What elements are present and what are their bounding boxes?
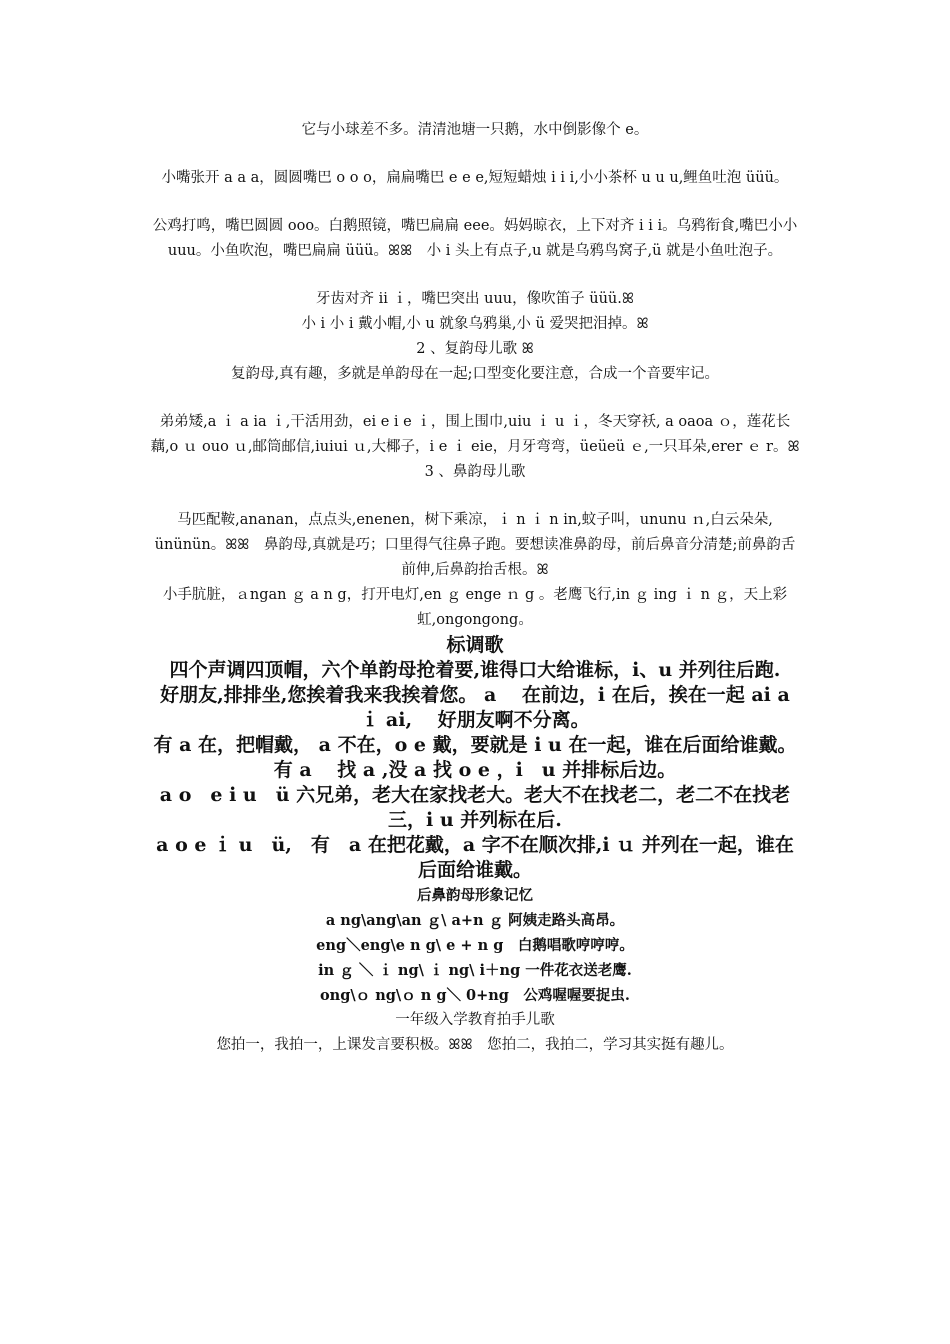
- poem-line: 公鸡打鸣，嘴巴圆圆 ooo。白鹅照镜，嘴巴扁扁 eee。妈妈晾衣，上下对齐 i i i。乌鸦衔食,嘴巴小小 uuu。小鱼吹泡，嘴巴扁扁 üüü。ꕤꕤ 小 i 头上有点子,u 就是乌鸦鸟窝子,ü 就是小鱼吐泡子。: [152, 218, 798, 259]
- poem-line: 小 i 小 i 戴小帽,小 u 就象乌鸦巢,小 ü 爱哭把泪掉。ꕤ: [301, 316, 649, 332]
- heading-back-nasal: 后鼻韵母形象记忆: [417, 887, 533, 904]
- tone-line: a o e ｉ u ü, 有 a 在把花戴，a 字不在顺次排,i ｕ 并列在一起，谁在后面给谁戴。: [156, 834, 794, 881]
- section-title: 2 、复韵母儿歌 ꕤ: [416, 341, 534, 357]
- back-nasal-line: in ｇ ＼ ｉ ng\ ｉ ng\ i＋ng 一件花衣送老鹰.: [318, 962, 632, 979]
- poem-line: 复韵母,真有趣，多就是单韵母在一起;口型变化要注意，合成一个音要牢记。: [231, 366, 719, 382]
- heading-tone-song: 标调歌: [446, 634, 504, 656]
- tone-line: 四个声调四顶帽，六个单韵母抢着要,谁得口大给谁标，i、u 并列往后跑.: [169, 659, 781, 681]
- poem-line: 它与小球差不多。清清池塘一只鹅，水中倒影像个 e。: [301, 122, 649, 138]
- back-nasal-line: a ng\ang\an ｇ\ a+n ｇ 阿姨走路头高昂。: [325, 912, 625, 929]
- back-nasal-line: eng＼eng\e n g\ e + n g 白鹅唱歌哼哼哼。: [316, 937, 634, 954]
- document-page: [150, 118, 800, 1058]
- tone-line: 有 a 在，把帽戴， a 不在，o e 戴，要就是 i u 在一起，谁在后面给谁戴。: [153, 734, 797, 756]
- poem-line: 小嘴张开 a a a，圆圆嘴巴 o o o，扁扁嘴巴 e e e,短短蜡烛 i i i,小小茶杯 u u u,鲤鱼吐泡 üüü。: [161, 170, 789, 186]
- clap-line: 您拍一，我拍一，上课发言要积极。ꕤꕤ 您拍二，我拍二，学习其实挺有趣儿。: [216, 1037, 734, 1053]
- section-title: 3 、鼻韵母儿歌: [424, 464, 526, 480]
- poem-line: 马匹配鞍,ananan，点点头,enenen，树下乘凉，ｉ n ｉ n in,蚊子叫，ununu ｎ,白云朵朵, ününün。ꕤꕤ 鼻韵母,真就是巧；口里得气往鼻子跑。要想读准鼻韵母，前后鼻音分清楚;前鼻韵舌前伸,后鼻韵抬舌根。ꕤ: [154, 512, 796, 578]
- poem-line: 牙齿对齐 ii ｉ，嘴巴突出 uuu，像吹笛子 üüü.ꕤ: [316, 291, 634, 307]
- tone-line: a o e i u ü 六兄弟，老大在家找老大。老大不在找老二，老二不在找老三，i u 并列标在后.: [159, 784, 791, 831]
- poem-line: 小手肮脏，ａngan ｇ a n g，打开电灯,en ｇ enge ｎ g 。老鹰飞行,in ｇ ing ｉ n ｇ，天上彩虹,ongongong。: [162, 587, 788, 628]
- back-nasal-line: ong\ｏ ng\ｏ n g＼ 0+ng 公鸡喔喔要捉虫.: [320, 987, 630, 1004]
- tone-line: 好朋友,排排坐,您挨着我来我挨着您。 a 在前边，i 在后，挨在一起 ai a ｉ ai, 好朋友啊不分离。: [160, 684, 790, 731]
- heading-clap-song: 一年级入学教育拍手儿歌: [395, 1012, 555, 1028]
- tone-line: 有 a 找 a ,没 a 找 o e ，i u 并排标后边。: [273, 759, 677, 781]
- poem-line: 弟弟矮,a ｉ a ia ｉ,干活用劲，ei e i e ｉ，围上围巾,uiu ｉ u ｉ，冬天穿袄, a oaoa ｏ，莲花长藕,o ｕ ouo ｕ,邮筒邮信,iuiui ｕ,大椰子，i e ｉ eie，月牙弯弯，üeüeü ｅ,一只耳朵,erer ｅ r。ꕤ: [150, 414, 800, 455]
